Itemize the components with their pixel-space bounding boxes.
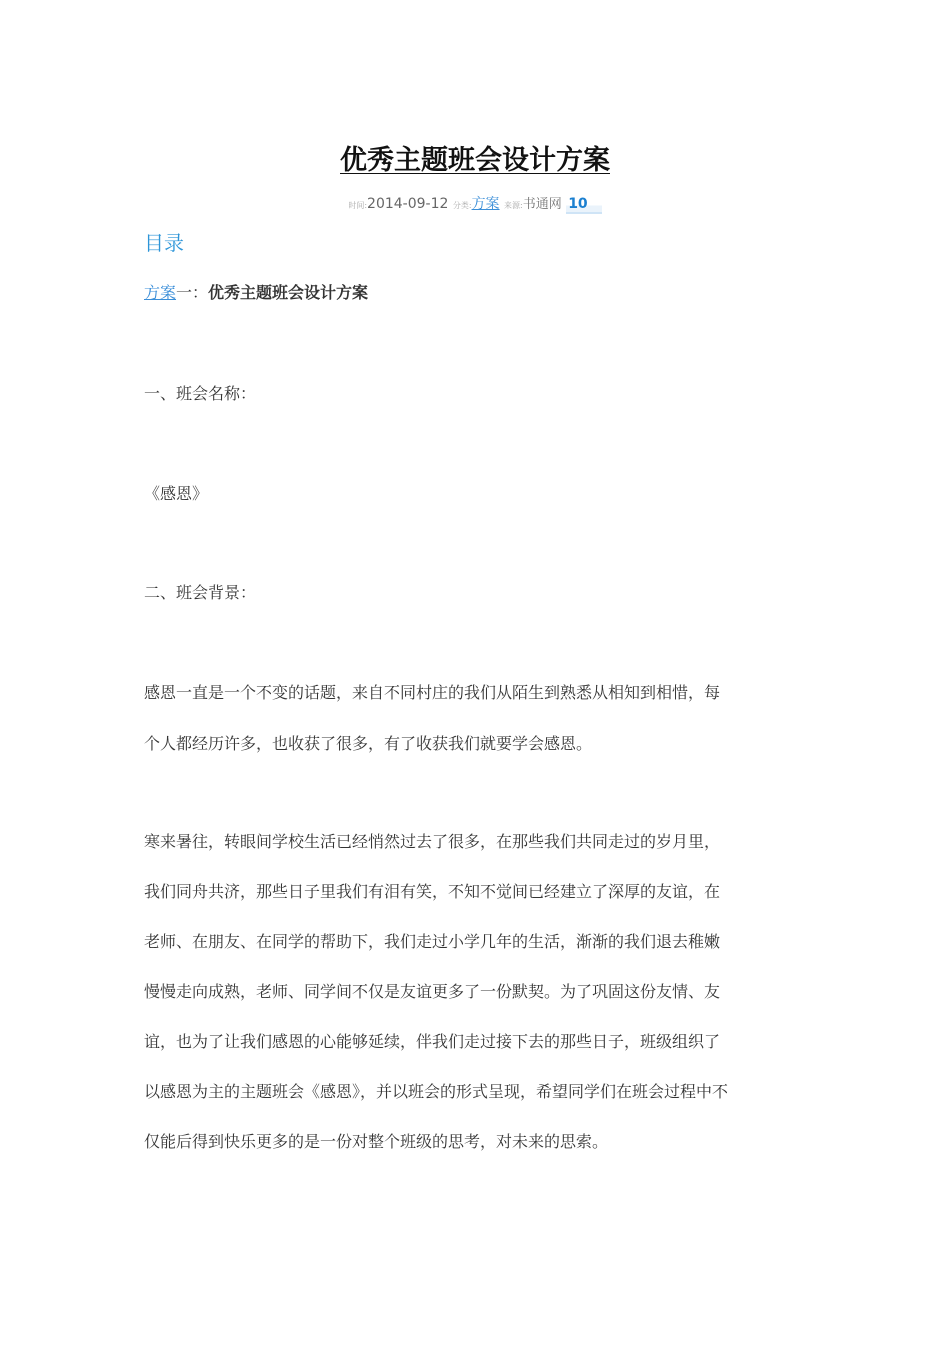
paragraph-2-line: 我们同舟共济，那些日子里我们有泪有笑，不知不觉间已经建立了深厚的友谊，在 bbox=[144, 882, 721, 901]
document-title-text: 优秀主题班会设计方案 bbox=[340, 145, 610, 176]
plan-separator: ： bbox=[192, 283, 209, 302]
plan-title: 优秀主题班会设计方案 bbox=[208, 283, 369, 302]
source-label: 来源: bbox=[504, 201, 523, 210]
publish-date: 2014-09-12 bbox=[367, 196, 449, 212]
time-label: 时间: bbox=[348, 201, 368, 210]
paragraph-2-line: 仅能后得到快乐更多的是一份对整个班级的思考，对未来的思索。 bbox=[144, 1132, 609, 1151]
toc-heading[interactable]: 目录 bbox=[144, 231, 184, 255]
category-link[interactable]: 方案 bbox=[471, 196, 500, 212]
paragraph-1-line: 感恩一直是一个不变的话题，来自不同村庄的我们从陌生到熟悉从相知到相惜，每 bbox=[144, 683, 721, 702]
paragraph-2-line: 谊，也为了让我们感恩的心能够延续，伴我们走过接下去的那些日子，班级组织了 bbox=[144, 1032, 721, 1051]
section-1-value: 《感恩》 bbox=[144, 484, 209, 503]
section-1-heading: 一、班会名称： bbox=[144, 384, 257, 403]
plan-heading bbox=[144, 280, 368, 303]
paragraph-1-line: 个人都经历许多，也收获了很多，有了收获我们就要学会感恩。 bbox=[144, 734, 593, 753]
category-label: 分类: bbox=[452, 201, 472, 210]
plan-link[interactable]: 方案 bbox=[144, 283, 177, 302]
source-name: 书通网 bbox=[522, 197, 562, 212]
plan-number: 一 bbox=[176, 283, 193, 302]
document-title bbox=[0, 138, 950, 177]
paragraph-2-line: 以感恩为主的主题班会《感恩》，并以班会的形式呈现，希望同学们在班会过程中不 bbox=[144, 1082, 729, 1101]
document-meta bbox=[0, 193, 950, 213]
section-2-heading: 二、班会背景： bbox=[144, 583, 257, 602]
paragraph-2-line: 慢慢走向成熟，老师、同学间不仅是友谊更多了一份默契。为了巩固这份友情、友 bbox=[144, 982, 721, 1001]
paragraph-2-line: 老师、在朋友、在同学的帮助下，我们走过小学几年的生活，渐渐的我们退去稚嫩 bbox=[144, 932, 721, 951]
paragraph-2-line: 寒来暑往，转眼间学校生活已经悄然过去了很多，在那些我们共同走过的岁月里， bbox=[144, 832, 721, 851]
view-count: 10 bbox=[566, 196, 601, 214]
